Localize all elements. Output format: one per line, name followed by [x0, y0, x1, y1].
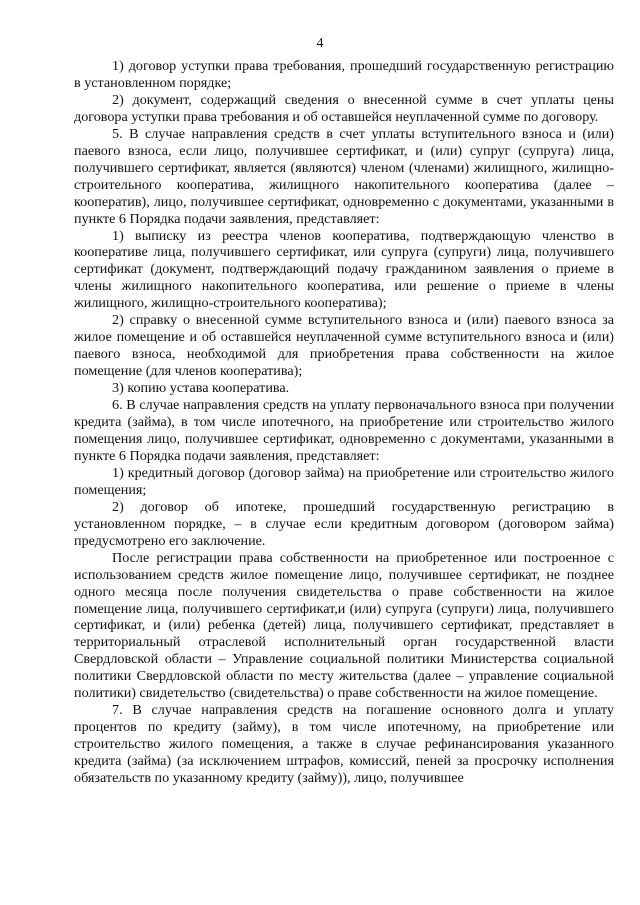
paragraph-section-5: 5. В случае направления средств в счет уплаты вступительного взноса и (или) паевого взноса, если лицо, получившее сертификат, и (или) супруг (супруга) лица, получившего сертификат, является (являются) членом (членами) жилищного, жилищно-строительного кооператива, жилищного накопительного кооператива (далее – кооператив), лицо, получившее сертификат, одновременно с документами, указанными в пункте 6 Порядка подачи заявления, представляет: — [74, 125, 614, 227]
paragraph-payment-document: 2) документ, содержащий сведения о внесенной сумме в счет уплаты цены договора уступки права требования и об оставшейся неуплаченной сумме по договору. — [74, 91, 614, 125]
page-number: 4 — [316, 36, 324, 51]
paragraph-charter-copy: 3) копию устава кооператива. — [112, 380, 290, 397]
paragraph-ownership-registration: После регистрации права собственности на приобретенное или построенное с использованием средств жилое помещение лицо, получившее сертификат, не позднее одного месяца после получения свидетельства о праве собственности на жилое помещение лица, получившего сертификат,и (или) супруга (супруги) лица, получившего сертификат, и (или) ребенка (детей) лица, получившего сертификат, представляет в территориальный отраслевой исполнительный орган государственной власти Свердловской области – Управление социальной политики Министерства социальной политики Свердловской области по месту жительства (далее – управление социальной политики) свидетельство (свидетельства) о праве собственности на жилое помещение. — [74, 549, 614, 702]
document-body — [74, 58, 614, 787]
paragraph-registry-extract: 1) выписку из реестра членов кооператива, подтверждающую членство в кооперативе лица, получившего сертификат, или супруга (супруги) лица, получившего сертификат (документ, подтверждающий подачу гражданином заявления о приеме в члены жилищного накопительного кооператива, или решение о приеме в члены жилищного, жилищно-строительного кооператива); — [74, 227, 614, 312]
paragraph-fee-certificate: 2) справку о внесенной сумме вступительного взноса и (или) паевого взноса за жилое помещение и об оставшейся неуплаченной сумме вступительного взноса и (или) паевого взноса, необходимой для приобретения права собственности на жилое помещение (для членов кооператива); — [74, 312, 614, 380]
paragraph-contract-assignment: 1) договор уступки права требования, прошедший государственную регистрацию в установленном порядке; — [74, 58, 614, 91]
paragraph-section-6: 6. В случае направления средств на уплату первоначального взноса при получении кредита (займа), в том числе ипотечного, на приобретение или строительство жилого помещения лицо, получившее сертификат, одновременно с документами, указанными в пункте 6 Порядка подачи заявления, представляет: — [74, 397, 614, 464]
paragraph-mortgage-agreement: 2) договор об ипотеке, прошедший государственную регистрацию в установленном порядке, – в случае если кредитным договором (договором займа) предусмотрено его заключение. — [74, 498, 614, 549]
paragraph-loan-agreement: 1) кредитный договор (договор займа) на приобретение или строительство жилого помещения; — [74, 464, 614, 498]
paragraph-section-7: 7. В случае направления средств на погашение основного долга и уплату процентов по кредиту (займу), в том числе ипотечному, на приобретение или строительство жилого помещения, а также в случае рефинансирования указанного кредита (займа) (за исключением штрафов, комиссий, пеней за просрочку исполнения обязательств по указанному кредиту (займу)), лицо, получившее — [74, 702, 614, 787]
